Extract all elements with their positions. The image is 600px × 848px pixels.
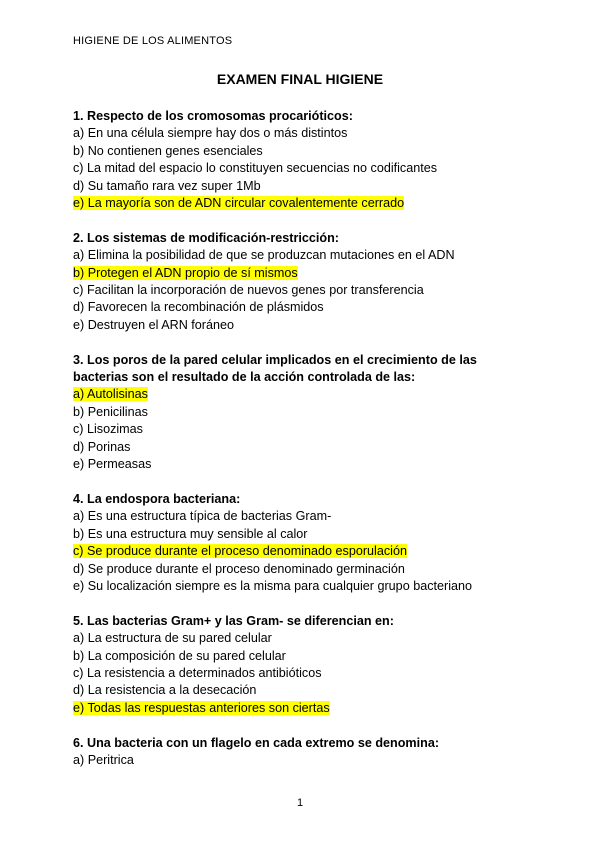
answer-option-text: e) Destruyen el ARN foráneo — [73, 317, 235, 332]
answer-option-text: c) Facilitan la incorporación de nuevos genes por transferencia — [73, 283, 424, 298]
answer-option — [73, 508, 533, 525]
answer-option-text: b) La composición de su pared celular — [73, 648, 286, 663]
answer-option-text: d) Se produce durante el proceso denominado germinación — [73, 561, 405, 576]
answer-option — [73, 404, 533, 421]
answer-option — [73, 630, 533, 647]
answer-option — [73, 317, 533, 334]
question-6 — [73, 735, 533, 770]
answer-option-text: a) Elimina la posibilidad de que se produzcan mutaciones en el ADN — [73, 248, 455, 263]
answer-option — [73, 648, 533, 665]
answer-option — [73, 178, 533, 195]
question-4 — [73, 491, 533, 595]
answer-option-text: e) Su localización siempre es la misma para cualquier grupo bacteriano — [73, 578, 473, 593]
question-text: 1. Respecto de los cromosomas procarióticos: — [73, 109, 353, 123]
answer-option-text: d) La resistencia a la desecación — [73, 683, 257, 698]
question-text: 5. Las bacterias Gram+ y las Gram- se diferencian en: — [73, 613, 394, 628]
answer-option — [73, 682, 533, 699]
answer-option — [73, 282, 533, 299]
answer-option-text: c) La resistencia a determinados antibióticos — [73, 665, 322, 680]
answer-option-text: a) Es una estructura típica de bacterias Gram- — [73, 509, 332, 524]
question-text: 2. Los sistemas de modificación-restricción: — [73, 230, 339, 245]
answer-option-highlighted — [73, 386, 533, 403]
answer-option — [73, 160, 533, 177]
answer-option — [73, 561, 533, 578]
answer-option-text: d) Favorecen la recombinación de plásmidos — [73, 300, 324, 315]
answer-option — [73, 125, 533, 142]
answer-option — [73, 299, 533, 316]
answer-option-text: c) Se produce durante el proceso denominado esporulación — [73, 544, 407, 559]
answer-option-text: b) No contienen genes esenciales — [73, 143, 263, 158]
answer-option-text: e) Permeasas — [73, 457, 152, 472]
question-list — [73, 108, 533, 787]
answer-option — [73, 421, 533, 438]
question-text: 4. La endospora bacteriana: — [73, 491, 241, 506]
answer-option-highlighted — [73, 265, 533, 282]
answer-option-text: b) Protegen el ADN propio de sí mismos — [73, 265, 298, 280]
answer-option-text: b) Es una estructura muy sensible al calor — [73, 526, 308, 541]
answer-option-text: c) La mitad del espacio lo constituyen secuencias no codificantes — [73, 161, 438, 176]
answer-option-highlighted — [73, 700, 533, 717]
answer-option-text: d) Porinas — [73, 439, 131, 454]
answer-option — [73, 526, 533, 543]
question-5 — [73, 613, 533, 717]
question-3 — [73, 352, 533, 474]
answer-option-text: a) Peritrica — [73, 752, 134, 767]
question-text: 3. Los poros de la pared celular implicados en el crecimiento de las bacterias son el resultado de la acción controlada de las: — [73, 352, 477, 385]
question-text: 6. Una bacteria con un flagelo en cada extremo se denomina: — [73, 735, 440, 750]
answer-option — [73, 143, 533, 160]
answer-option — [73, 456, 533, 473]
question-2 — [73, 230, 533, 334]
answer-option — [73, 578, 533, 595]
answer-option-highlighted — [73, 543, 533, 560]
page-title: EXAMEN FINAL HIGIENE — [216, 71, 384, 87]
answer-option-text: b) Penicilinas — [73, 404, 148, 419]
answer-option-text: d) Su tamaño rara vez super 1Mb — [73, 178, 261, 193]
answer-option-text: a) La estructura de su pared celular — [73, 631, 272, 646]
answer-option — [73, 665, 533, 682]
answer-option-text: a) Autolisinas — [73, 387, 148, 402]
answer-option-text: a) En una célula siempre hay dos o más distintos — [73, 126, 348, 141]
answer-option-text: e) La mayoría son de ADN circular covalentemente cerrado — [73, 196, 405, 211]
answer-option-text: c) Lisozimas — [73, 422, 143, 437]
page-header: HIGIENE DE LOS ALIMENTOS — [73, 35, 233, 47]
question-1 — [73, 108, 533, 212]
page-number: 1 — [296, 797, 304, 809]
answer-option — [73, 439, 533, 456]
answer-option-highlighted — [73, 195, 533, 212]
answer-option — [73, 247, 533, 264]
answer-option — [73, 752, 533, 769]
answer-option-text: e) Todas las respuestas anteriores son ciertas — [73, 700, 330, 715]
